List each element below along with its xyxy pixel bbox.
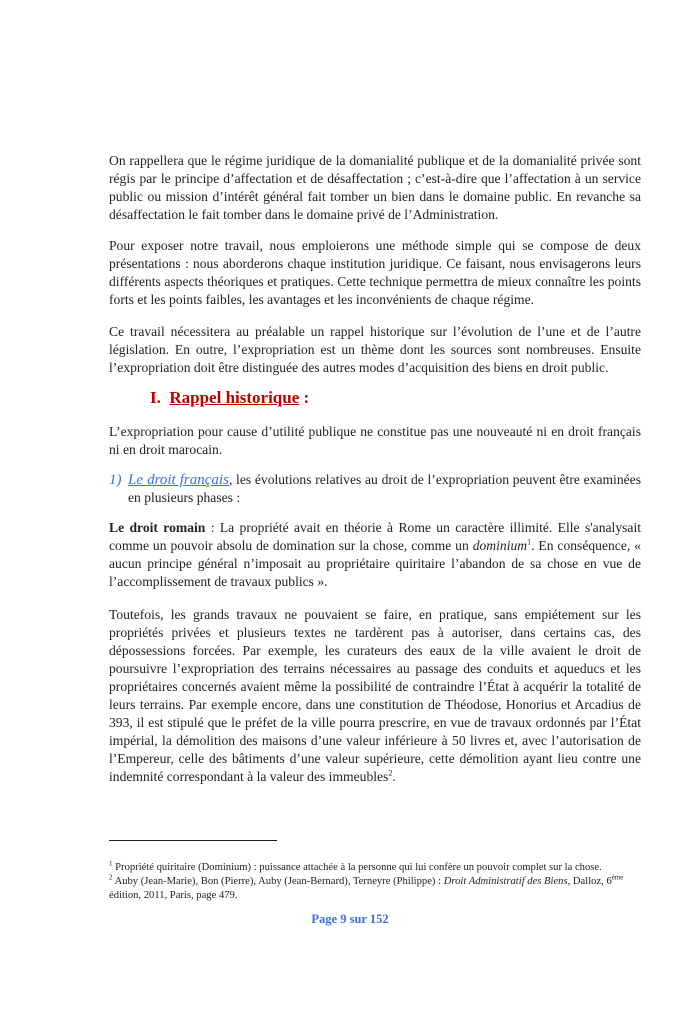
paragraph-droit-romain	[109, 519, 641, 591]
heading-title: Rappel historique	[169, 388, 300, 407]
item-number: 1)	[109, 472, 122, 488]
paragraph-methode: Pour exposer notre travail, nous emploierons une méthode simple qui se compose de deux présentations : nous aborderons chaque institution juridique. Ce faisant, nous envisagerons leurs différents aspects théoriques et pratiques. Cette technique permettra de mieux connaître les points forts et les points faibles, les avantages et les inconvénients de chaque régime.	[109, 238, 641, 307]
book-title: Droit Administratif des Biens	[443, 876, 568, 887]
footnote-number: 1	[109, 859, 113, 868]
heading-colon: :	[299, 388, 310, 407]
footnote-text: Auby (Jean-Marie), Bon (Pierre), Auby (Jean-Bernard), Terneyre (Philippe) :	[112, 876, 444, 887]
text: Toutefois, les grands travaux ne pouvaient se faire, en pratique, sans empiétement sur les propriétés privées et plusieurs textes ne tardèrent pas à autoriser, dans certains cas, des dépossessions forcées. Par exemple, les curateurs des eaux de la ville avaient le droit de poursuivre l’expropriation des terrains nécessaires au passage des conduits et aqueducs et les propriétaires concernés avaient même la possibilité de contraindre l’État à acquérir la totalité de leurs terrains. Par exemple encore, dans une constitution de Théodose, Honorius et Arcadius de 393, il est stipulé que le préfet de la ville pourra prescrire, en vue de travaux ordonnés par l’État impérial, la démolition des maisons d’une valeur inférieure à 50 livres et, avec l’autorisation de l’Empereur, celle des bâtiments d’une valeur supérieure, cette démolition ayant lieu contre une indemnité correspondant à la valeur des immeubles	[109, 607, 641, 784]
heading-number: I.	[150, 388, 161, 407]
page-number: Page 9 sur 152	[311, 912, 389, 926]
footnote-text: Propriété quiritaire (Dominium) : puissance attachée à la personne qui lui confère un pouvoir complet sur la chose.	[112, 862, 602, 873]
footnote-text: édition, 2011, Paris, page 479.	[109, 890, 238, 901]
item-text: , les évolutions relatives au droit de l’expropriation peuvent être examinées en plusieurs phases :	[128, 472, 641, 505]
footnote-2	[109, 875, 641, 903]
text: : La propriété avait en théorie à Rome un caractère illimité. Elle s'analysait comme un pouvoir absolu de domination sur la chose, comme un	[109, 520, 641, 553]
paragraph-rappel: Ce travail nécessitera au préalable un rappel historique sur l’évolution de l’une et de l’autre législation. En outre, l’expropriation est un thème dont les sources sont nombreuses. Ensuite l’expropriation doit être distinguée des autres modes d’acquisition des biens en droit public.	[109, 324, 641, 375]
list-item-droit-francais	[109, 471, 641, 507]
footnote-1	[109, 861, 641, 875]
droit-francais-link[interactable]: Le droit français	[128, 472, 229, 488]
section-heading	[150, 388, 309, 408]
text: .	[392, 769, 396, 784]
footnotes	[109, 861, 641, 903]
footnote-separator	[109, 840, 277, 841]
footnote-ref-2[interactable]: 2	[388, 768, 393, 778]
footnote-ref-1[interactable]: 1	[527, 537, 532, 547]
paragraph-domanialite: On rappellera que le régime juridique de la domanialité publique et de la domanialité privée sont régis par le principe d’affectation et de désaffectation ; c’est-à-dire que l’affectation à un service public ou mission d’intérêt général fait tomber un bien dans le domaine public. En revanche sa désaffectation le fait tomber dans le domaine privé de l’Administration.	[109, 153, 641, 222]
footnote-text: , Dalloz, 6	[567, 876, 612, 887]
paragraph-intro: L’expropriation pour cause d’utilité publique ne constitue pas une nouveauté ni en droit français ni en droit marocain.	[109, 424, 641, 457]
droit-romain-label: Le droit romain	[109, 520, 206, 535]
dominium-term: dominium	[472, 538, 528, 553]
footnote-number: 2	[109, 873, 113, 882]
text: . En conséquence, « aucun principe général n’imposait au propriétaire quiritaire l’abandon de sa chose en vue de l’accomplissement de travaux publics ».	[109, 538, 641, 589]
paragraph-toutefois	[109, 606, 641, 786]
edition-sup: ème	[611, 873, 624, 882]
